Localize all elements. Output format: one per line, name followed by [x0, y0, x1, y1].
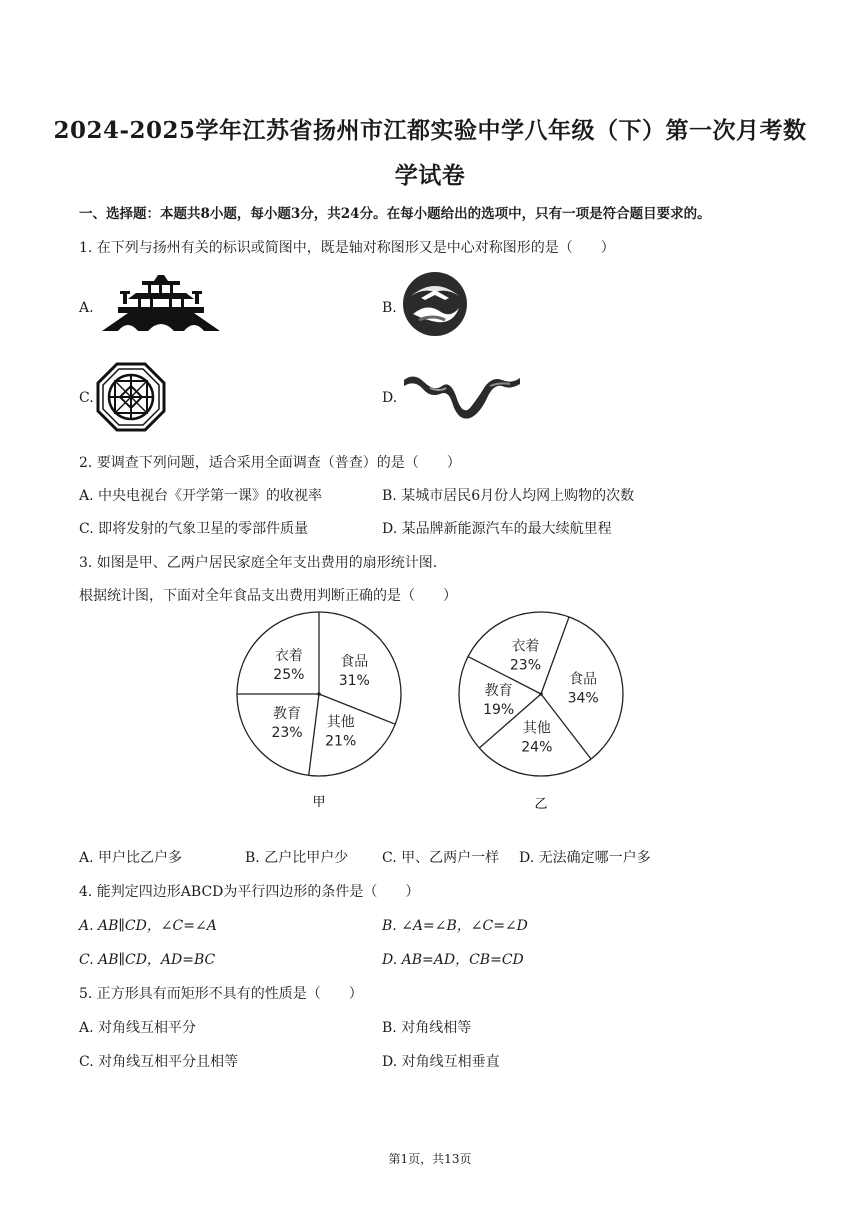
- pie-slice-category-label: 教育: [484, 683, 513, 700]
- q3-option-b: B. 乙户比甲户少: [245, 850, 349, 866]
- circular-emblem-logo: [401, 270, 469, 338]
- pie-slice-percent-label: 19%: [483, 702, 515, 719]
- octagon-window-pattern: [96, 362, 166, 432]
- q4-stem: 4. 能判定四边形ABCD为平行四边形的条件是（ ）: [79, 884, 420, 900]
- q1-option-d-label: D.: [382, 390, 398, 406]
- q3-option-d: D. 无法确定哪一户多: [519, 850, 651, 866]
- q3-stem-line2: 根据统计图，下面对全年食品支出费用判断正确的是（ ）: [79, 588, 457, 604]
- q3-option-a: A. 甲户比乙户多: [79, 850, 183, 866]
- q3-option-c: C. 甲、乙两户一样: [382, 850, 500, 866]
- q2-stem: 2. 要调查下列问题，适合采用全面调查（普查）的是（ ）: [79, 455, 461, 471]
- pie-chart-caption: 乙: [534, 797, 548, 812]
- section-heading: 一、选择题：本题共8小题，每小题3分，共24分。在每小题给出的选项中，只有一项是符合题目要求的。: [79, 206, 711, 222]
- q1-option-a-label: A.: [79, 300, 94, 316]
- q1-stem: 1. 在下列与扬州有关的标识或简图中，既是轴对称图形又是中心对称图形的是（ ）: [79, 240, 615, 256]
- pie-center-dot: [317, 692, 321, 696]
- q5-option-c: C. 对角线互相平分且相等: [79, 1054, 239, 1070]
- pie-charts-figure: [225, 606, 625, 816]
- bridge-pavilion-logo: [98, 273, 224, 335]
- pie-slice-divider: [541, 617, 569, 694]
- pie-slice-divider: [309, 694, 319, 775]
- pie-slice-category-label: 食品: [340, 654, 369, 671]
- q4-option-b: B. ∠A=∠B，∠C=∠D: [382, 918, 528, 934]
- pie-slice-percent-label: 31%: [338, 673, 370, 690]
- pie-slice-category-label: 其他: [522, 720, 551, 737]
- q4-option-d: D. AB=AD，CB=CD: [382, 952, 524, 968]
- q4-option-c: C. AB∥CD，AD=BC: [79, 952, 216, 968]
- pie-chart-caption: 甲: [312, 795, 326, 810]
- pie-slice-category-label: 食品: [569, 671, 598, 688]
- pie-slice-category-label: 教育: [273, 706, 302, 723]
- q5-option-a: A. 对角线互相平分: [79, 1020, 197, 1036]
- pie-slice-percent-label: 25%: [273, 666, 305, 683]
- q1-option-c-label: C.: [79, 390, 94, 406]
- pie-slice-category-label: 其他: [326, 714, 355, 731]
- pie-slice-percent-label: 23%: [509, 657, 542, 674]
- q2-option-c: C. 即将发射的气象卫星的零部件质量: [79, 521, 309, 537]
- q2-option-a: A. 中央电视台《开学第一课》的收视率: [79, 488, 323, 504]
- pie-slice-category-label: 衣着: [511, 638, 540, 655]
- pie-slice-percent-label: 23%: [271, 725, 303, 742]
- wavy-brush-logo: [400, 370, 524, 424]
- pie-slice-percent-label: 34%: [567, 690, 599, 707]
- q2-option-d: D. 某品牌新能源汽车的最大续航里程: [382, 521, 612, 537]
- q5-stem: 5. 正方形具有而矩形不具有的性质是（ ）: [79, 986, 363, 1002]
- pie-slice-percent-label: 24%: [521, 739, 553, 756]
- q3-stem-line1: 3. 如图是甲、乙两户居民家庭全年支出费用的扇形统计图.: [79, 555, 438, 571]
- pie-slice-percent-label: 21%: [325, 733, 357, 750]
- q5-option-d: D. 对角线互相垂直: [382, 1054, 500, 1070]
- exam-title-line1: 2024-2025学年江苏省扬州市江都实验中学八年级（下）第一次月考数: [53, 117, 807, 144]
- pie-center-dot: [539, 692, 543, 696]
- q5-option-b: B. 对角线相等: [382, 1020, 472, 1036]
- q2-option-b: B. 某城市居民6月份人均网上购物的次数: [382, 488, 635, 504]
- q1-option-b-label: B.: [382, 300, 397, 316]
- page-footer: 第1页，共13页: [388, 1152, 472, 1166]
- pie-chart-0: [237, 612, 401, 810]
- pie-slice-category-label: 衣着: [274, 647, 303, 664]
- exam-title-line2: 学试卷: [394, 162, 466, 189]
- pie-chart-1: [459, 612, 623, 812]
- q4-option-a: A. AB∥CD，∠C=∠A: [79, 918, 217, 934]
